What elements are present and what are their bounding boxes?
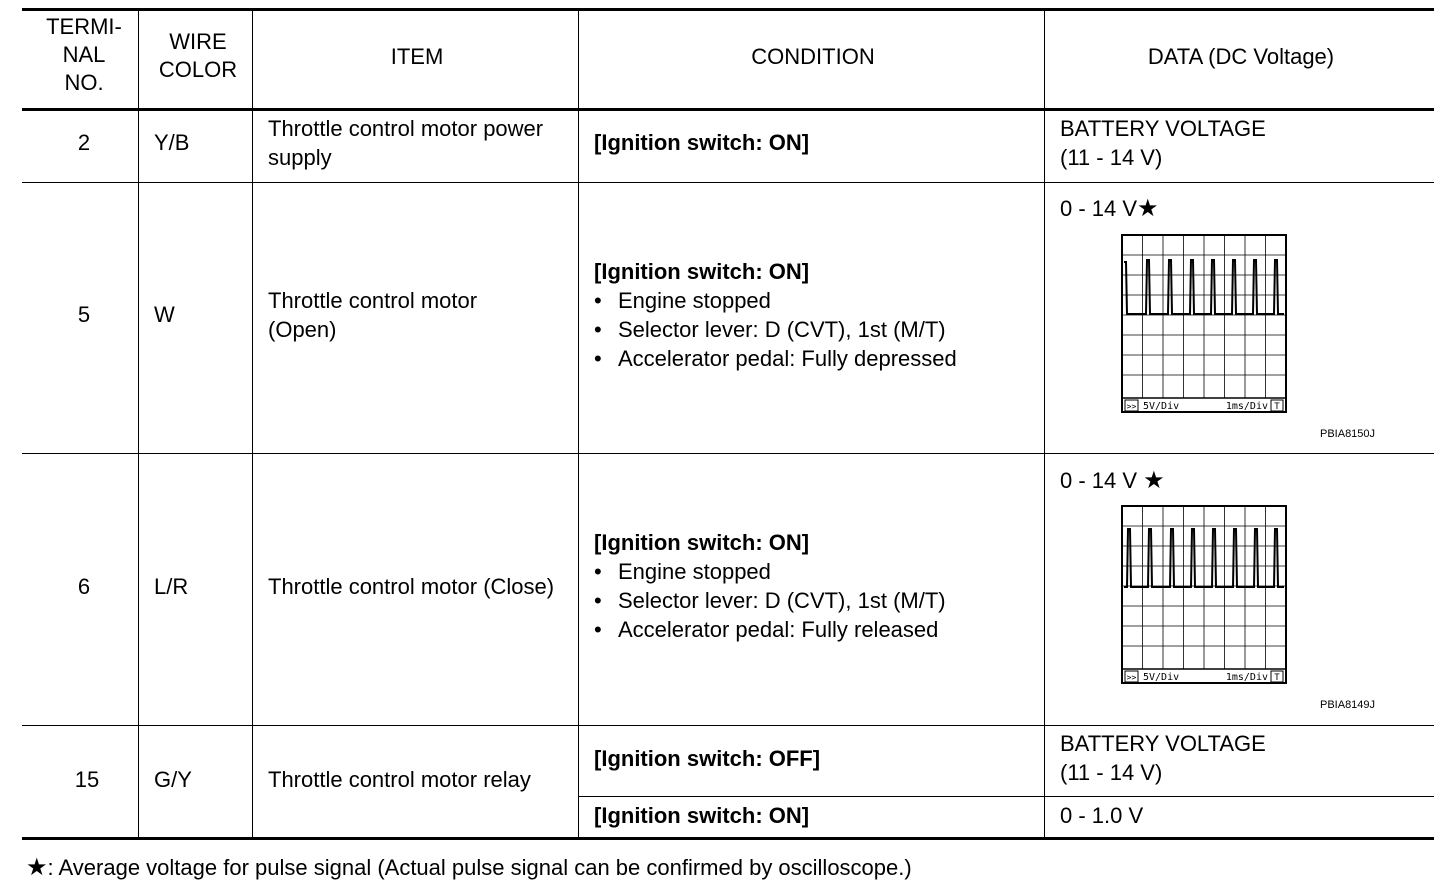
item-text: Throttle control motor relay [268, 767, 531, 792]
bullet-text: Selector lever: D (CVT), 1st (M/T) [618, 317, 946, 342]
header-bottom-border [22, 108, 1434, 111]
condition-bullet [594, 344, 957, 373]
voltage-range: 0 - 14 V [1060, 196, 1138, 221]
column-divider [1044, 8, 1045, 839]
condition-text: [Ignition switch: ON] [594, 259, 810, 284]
data-value: 0 - 1.0 V [1060, 803, 1144, 828]
condition-bullet [594, 615, 938, 644]
bullet-text: Selector lever: D (CVT), 1st (M/T) [618, 588, 946, 613]
terminal-number: 15 [74, 767, 100, 792]
scope-mode-label: >> [1126, 402, 1137, 411]
subrow-divider [578, 796, 1434, 797]
bullet-dot: • [594, 559, 602, 584]
bullet-text: Engine stopped [618, 559, 771, 584]
row-divider [22, 453, 1434, 454]
condition-text: [Ignition switch: OFF] [594, 746, 821, 771]
item-line: Throttle control motor [268, 288, 478, 313]
bullet-text: Accelerator pedal: Fully depressed [618, 346, 957, 371]
scope-mode-label: >> [1126, 673, 1137, 682]
time-div-label: 1ms/Div [1225, 401, 1268, 412]
wire-color: Y/B [154, 130, 190, 155]
table-bottom-border [22, 837, 1434, 840]
table-top-border [22, 8, 1434, 11]
header-data: DATA (DC Voltage) [1147, 44, 1335, 69]
header-terminal-no [28, 13, 140, 97]
footnote-text: : Average voltage for pulse signal (Actual pulse signal can be confirmed by oscilloscope.) [47, 855, 912, 880]
header-line: COLOR [158, 57, 238, 82]
column-divider [252, 8, 253, 839]
figure-code: PBIA8149J [1320, 699, 1376, 711]
trigger-label: T [1274, 673, 1280, 683]
volt-div-label: 5V/Div [1143, 672, 1180, 683]
bullet-dot: • [594, 288, 602, 313]
wire-color: G/Y [154, 767, 192, 792]
waveform-graphic [1120, 234, 1288, 414]
star-icon: ★ [26, 854, 48, 881]
voltage-range: 0 - 14 V [1060, 468, 1138, 493]
condition-bullet [594, 286, 771, 315]
data-value [1060, 466, 1165, 495]
item-line: Throttle control motor power [268, 116, 544, 141]
row-divider [22, 725, 1434, 726]
bullet-dot: • [594, 617, 602, 642]
volt-div-label: 5V/Div [1143, 401, 1180, 412]
column-divider [578, 8, 579, 839]
condition-text: [Ignition switch: ON] [594, 130, 810, 155]
header-line: WIRE [169, 29, 227, 54]
bullet-text: Accelerator pedal: Fully released [618, 617, 939, 642]
data-value [1060, 194, 1159, 223]
header-wire-color [142, 28, 254, 84]
item-line: supply [268, 145, 332, 170]
figure-code: PBIA8150J [1320, 428, 1376, 440]
terminal-number: 6 [77, 574, 91, 599]
footnote [26, 853, 912, 882]
header-line: NO. [64, 70, 104, 95]
star-icon: ★ [1143, 467, 1165, 494]
item-text [268, 114, 543, 172]
data-line: (11 - 14 V) [1060, 760, 1163, 785]
bullet-text: Engine stopped [618, 288, 771, 313]
item-text: Throttle control motor (Close) [268, 574, 555, 599]
header-line: NAL [62, 42, 106, 67]
condition-text: [Ignition switch: ON] [594, 530, 810, 555]
item-text [268, 286, 477, 344]
condition-text: [Ignition switch: ON] [594, 803, 810, 828]
terminal-number: 5 [77, 302, 91, 327]
waveform-graphic [1120, 505, 1288, 685]
data-line: BATTERY VOLTAGE [1060, 731, 1266, 756]
bullet-dot: • [594, 588, 602, 613]
data-value [1060, 729, 1266, 787]
wire-color: L/R [154, 574, 189, 599]
data-line: (11 - 14 V) [1060, 145, 1163, 170]
condition-bullet [594, 315, 946, 344]
condition-bullet [594, 557, 771, 586]
oscilloscope-waveform [1120, 234, 1288, 414]
row-divider [22, 182, 1434, 183]
header-condition: CONDITION [751, 44, 875, 69]
header-item: ITEM [390, 44, 444, 69]
star-icon: ★ [1137, 195, 1159, 222]
wire-color: W [154, 302, 175, 327]
oscilloscope-waveform [1120, 505, 1288, 685]
data-line: BATTERY VOLTAGE [1060, 116, 1266, 141]
trigger-label: T [1274, 402, 1280, 412]
bullet-dot: • [594, 317, 602, 342]
terminal-number: 2 [77, 130, 91, 155]
data-value [1060, 114, 1266, 172]
item-line: (Open) [268, 317, 337, 342]
condition-bullet [594, 586, 946, 615]
header-line: TERMI- [46, 14, 122, 39]
time-div-label: 1ms/Div [1225, 672, 1268, 683]
bullet-dot: • [594, 346, 602, 371]
